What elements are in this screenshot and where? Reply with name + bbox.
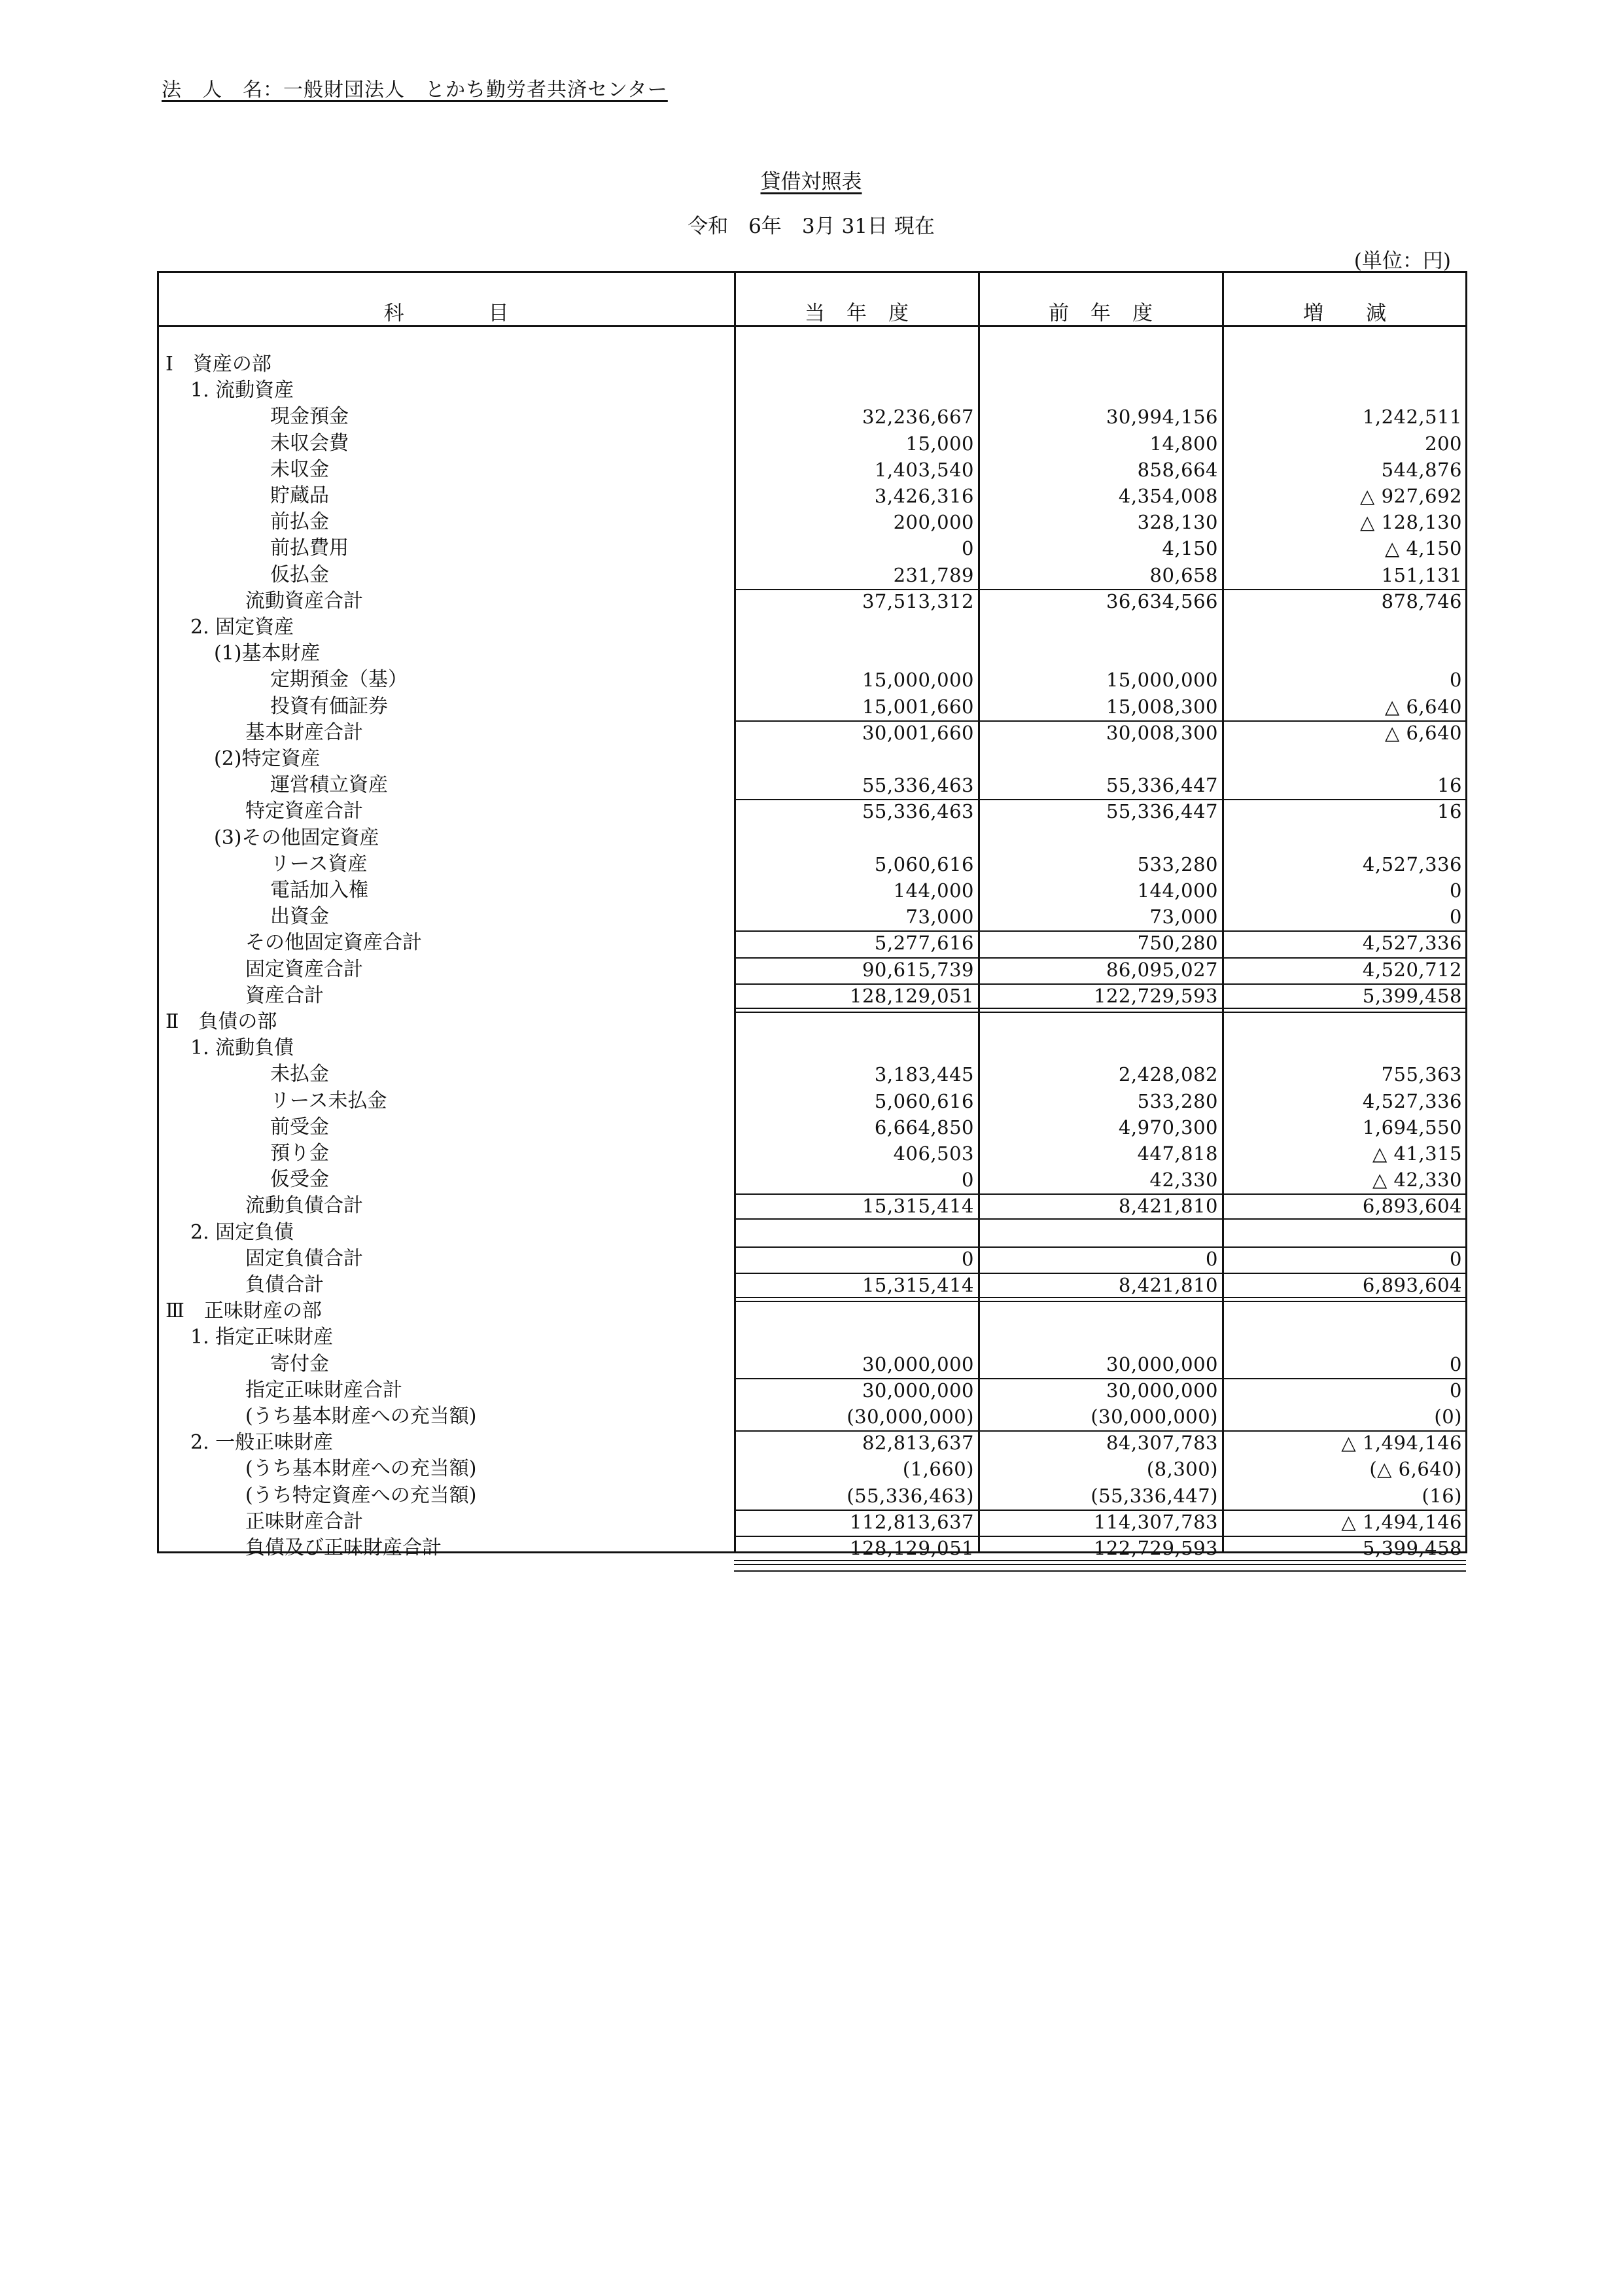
cell-diff: 0 xyxy=(1450,906,1462,928)
as-of-date: 令和 6年 3月 31日 現在 xyxy=(688,215,935,238)
cell-prev: 144,000 xyxy=(1137,879,1218,902)
row-label: 1. 指定正味財産 xyxy=(190,1326,334,1349)
cell-diff: (0) xyxy=(1434,1405,1462,1428)
cell-prev: 0 xyxy=(1206,1247,1218,1270)
row-label: 未払金 xyxy=(270,1063,329,1086)
total-rule xyxy=(734,930,978,932)
header-account: 科 目 xyxy=(383,302,510,325)
cell-prev: 14,800 xyxy=(1149,432,1218,455)
row-label: 資産合計 xyxy=(245,983,324,1007)
cell-cur: 15,315,414 xyxy=(862,1274,974,1296)
row-label: 仮払金 xyxy=(270,563,329,586)
total-rule xyxy=(978,1430,1222,1432)
cell-prev: 533,280 xyxy=(1137,853,1218,875)
cell-cur xyxy=(736,1298,974,1324)
currency-unit: (単位：円) xyxy=(1353,249,1451,273)
total-rule xyxy=(1222,1510,1466,1511)
cell-prev xyxy=(980,1009,1218,1035)
cell-cur: 144,000 xyxy=(893,879,974,902)
cell-cur: 82,813,637 xyxy=(862,1432,974,1455)
cell-diff: 0 xyxy=(1450,669,1462,692)
row-label: (うち基本財産への充当額) xyxy=(245,1457,477,1481)
cell-prev: 30,008,300 xyxy=(1106,721,1218,744)
cell-diff: 4,527,336 xyxy=(1362,1089,1462,1112)
total-rule xyxy=(734,983,978,985)
double-underline xyxy=(1222,1560,1466,1565)
row-label: (2)特定資産 xyxy=(214,747,321,770)
cell-cur xyxy=(736,1324,974,1351)
header-change: 増 減 xyxy=(1303,302,1387,325)
row-label: Ⅲ 正味財産の部 xyxy=(166,1299,322,1323)
cell-diff xyxy=(1224,641,1462,667)
cell-prev xyxy=(980,746,1218,772)
total-rule xyxy=(734,1193,978,1195)
cell-diff: 151,131 xyxy=(1381,563,1462,586)
total-rule xyxy=(978,1536,1222,1537)
row-label: 未収会費 xyxy=(270,431,349,455)
cell-cur: 0 xyxy=(962,1169,974,1192)
row-label: 基本財産合計 xyxy=(245,720,363,744)
total-rule xyxy=(1222,1246,1466,1248)
total-rule xyxy=(978,1273,1222,1274)
cell-cur: 37,513,312 xyxy=(862,590,974,612)
cell-cur: 5,060,616 xyxy=(874,1089,974,1112)
cell-prev xyxy=(980,641,1218,667)
row-label: 貯蔵品 xyxy=(270,484,329,507)
cell-diff: 1,242,511 xyxy=(1362,406,1462,429)
row-label: 2. 一般正味財産 xyxy=(190,1431,334,1455)
total-rule xyxy=(1222,1536,1466,1537)
cell-prev: (30,000,000) xyxy=(1091,1405,1218,1428)
cell-cur: 112,813,637 xyxy=(850,1510,974,1533)
cell-diff: 200 xyxy=(1425,432,1462,455)
cell-cur xyxy=(736,351,974,378)
cell-prev: 328,130 xyxy=(1137,511,1218,534)
cell-prev: 15,008,300 xyxy=(1106,695,1218,718)
row-label: その他固定資産合計 xyxy=(245,931,422,955)
row-label: 電話加入権 xyxy=(270,879,368,902)
row-label: Ⅰ 資産の部 xyxy=(166,353,271,376)
total-rule xyxy=(1222,930,1466,932)
cell-diff: △ 41,315 xyxy=(1372,1142,1462,1165)
row-label: リース資産 xyxy=(270,852,368,875)
total-rule xyxy=(734,957,978,959)
total-rule xyxy=(978,1193,1222,1195)
cell-cur: 3,183,445 xyxy=(874,1063,974,1086)
cell-prev: 73,000 xyxy=(1149,906,1218,928)
total-rule xyxy=(1222,1430,1466,1432)
cell-cur: 5,277,616 xyxy=(874,932,974,955)
cell-cur: 200,000 xyxy=(893,511,974,534)
cell-diff: 5,399,458 xyxy=(1362,984,1462,1007)
cell-prev: 15,000,000 xyxy=(1106,669,1218,692)
cell-cur xyxy=(736,746,974,772)
cell-diff xyxy=(1224,614,1462,641)
cell-prev: 84,307,783 xyxy=(1106,1432,1218,1455)
row-label: 前払費用 xyxy=(270,537,349,560)
cell-cur: 3,426,316 xyxy=(874,485,974,507)
cell-diff: 4,520,712 xyxy=(1362,958,1462,981)
total-rule xyxy=(734,1510,978,1511)
cell-prev: (55,336,447) xyxy=(1091,1484,1218,1507)
cell-cur xyxy=(736,1220,974,1246)
cell-diff: 544,876 xyxy=(1381,458,1462,481)
total-rule xyxy=(1222,1378,1466,1379)
cell-prev xyxy=(980,1220,1218,1246)
cell-prev: 4,354,008 xyxy=(1118,485,1218,507)
cell-cur: 128,129,051 xyxy=(850,984,974,1007)
cell-cur xyxy=(736,641,974,667)
row-label: 前払金 xyxy=(270,510,329,534)
cell-diff: 4,527,336 xyxy=(1362,932,1462,955)
total-rule xyxy=(978,1378,1222,1379)
cell-cur: 15,001,660 xyxy=(862,695,974,718)
cell-diff xyxy=(1224,746,1462,772)
cell-cur: 55,336,463 xyxy=(862,800,974,823)
cell-diff: (△ 6,640) xyxy=(1369,1458,1462,1481)
total-rule xyxy=(734,1273,978,1274)
cell-prev: 2,428,082 xyxy=(1118,1063,1218,1086)
cell-cur: (55,336,463) xyxy=(846,1484,974,1507)
total-rule xyxy=(1222,983,1466,985)
cell-diff xyxy=(1224,1220,1462,1246)
row-label: 未収金 xyxy=(270,457,329,481)
row-label: 流動負債合計 xyxy=(245,1194,363,1218)
cell-diff: △ 927,692 xyxy=(1360,485,1462,507)
total-rule xyxy=(734,720,978,722)
cell-prev: 55,336,447 xyxy=(1106,774,1218,797)
header-current-year: 当 年 度 xyxy=(805,302,909,325)
row-label: Ⅱ 負債の部 xyxy=(166,1010,277,1033)
cell-prev xyxy=(980,1035,1218,1061)
cell-prev: 533,280 xyxy=(1137,1089,1218,1112)
cell-prev xyxy=(980,378,1218,404)
cell-cur: 15,000 xyxy=(905,432,974,455)
row-label: 仮受金 xyxy=(270,1168,329,1192)
row-label: (うち基本財産への充当額) xyxy=(245,1405,477,1428)
row-label: 運営積立資産 xyxy=(270,773,388,797)
cell-cur: 0 xyxy=(962,537,974,560)
cell-cur: 128,129,051 xyxy=(850,1537,974,1559)
cell-diff: 16 xyxy=(1437,774,1462,797)
total-rule xyxy=(1222,799,1466,800)
cell-cur: 55,336,463 xyxy=(862,774,974,797)
cell-prev: 36,634,566 xyxy=(1106,590,1218,612)
cell-diff xyxy=(1224,1035,1462,1061)
cell-diff: 1,694,550 xyxy=(1362,1116,1462,1139)
cell-prev: 30,000,000 xyxy=(1106,1379,1218,1402)
row-label: (1)基本財産 xyxy=(214,642,321,665)
cell-prev: 122,729,593 xyxy=(1094,1537,1218,1559)
cell-cur: 15,315,414 xyxy=(862,1195,974,1218)
cell-diff xyxy=(1224,351,1462,378)
row-label: リース未払金 xyxy=(270,1089,387,1112)
cell-diff xyxy=(1224,1009,1462,1035)
row-label: (うち特定資産への充当額) xyxy=(245,1483,477,1507)
row-label: 預り金 xyxy=(270,1142,329,1165)
cell-cur: 231,789 xyxy=(893,563,974,586)
total-rule xyxy=(978,957,1222,959)
closing-rule xyxy=(978,1570,1222,1572)
cell-prev: 114,307,783 xyxy=(1094,1510,1218,1533)
cell-prev: 447,818 xyxy=(1137,1142,1218,1165)
total-rule xyxy=(978,1510,1222,1511)
cell-diff xyxy=(1224,378,1462,404)
total-rule xyxy=(734,1378,978,1379)
row-label: 寄付金 xyxy=(270,1352,329,1375)
corporation-name: 法 人 名：一般財団法人 とかち勤労者共済センター xyxy=(162,79,668,101)
cell-diff xyxy=(1224,1324,1462,1351)
cell-cur: 15,000,000 xyxy=(862,669,974,692)
cell-prev xyxy=(980,1298,1218,1324)
cell-diff: 4,527,336 xyxy=(1362,853,1462,875)
cell-prev: 42,330 xyxy=(1149,1169,1218,1192)
cell-diff: 16 xyxy=(1437,800,1462,823)
cell-cur: 30,001,660 xyxy=(862,721,974,744)
cell-diff: 5,399,458 xyxy=(1362,1537,1462,1559)
cell-diff: 878,746 xyxy=(1381,590,1462,612)
total-rule xyxy=(978,983,1222,985)
row-label: 指定正味財産合計 xyxy=(245,1378,402,1402)
cell-cur: 73,000 xyxy=(905,906,974,928)
cell-diff xyxy=(1224,1298,1462,1324)
total-rule xyxy=(734,1536,978,1537)
cell-cur xyxy=(736,1009,974,1035)
cell-prev: 30,994,156 xyxy=(1106,406,1218,429)
cell-prev: 8,421,810 xyxy=(1118,1195,1218,1218)
cell-diff: 0 xyxy=(1450,1379,1462,1402)
row-label: 固定資産合計 xyxy=(245,957,363,981)
row-label: 負債合計 xyxy=(245,1273,324,1296)
row-label: 2. 固定資産 xyxy=(190,616,294,639)
cell-diff: △ 1,494,146 xyxy=(1341,1432,1462,1455)
total-rule xyxy=(978,720,1222,722)
total-rule xyxy=(978,930,1222,932)
total-rule xyxy=(1222,1273,1466,1274)
total-rule xyxy=(978,589,1222,590)
cell-prev: 80,658 xyxy=(1149,563,1218,586)
row-label: 1. 流動資産 xyxy=(190,379,294,402)
cell-prev xyxy=(980,825,1218,851)
total-rule xyxy=(1222,589,1466,590)
row-label: 出資金 xyxy=(270,905,329,928)
cell-diff: 6,893,604 xyxy=(1362,1274,1462,1296)
closing-rule xyxy=(734,1570,978,1572)
total-rule xyxy=(734,1430,978,1432)
row-label: 2. 固定負債 xyxy=(190,1220,294,1244)
cell-cur xyxy=(736,1035,974,1061)
cell-prev: 858,664 xyxy=(1137,458,1218,481)
cell-prev: 4,970,300 xyxy=(1118,1116,1218,1139)
total-rule xyxy=(734,1246,978,1248)
cell-diff: △ 6,640 xyxy=(1384,695,1462,718)
cell-cur: (30,000,000) xyxy=(846,1405,974,1428)
cell-cur: 30,000,000 xyxy=(862,1352,974,1375)
cell-prev: 4,150 xyxy=(1162,537,1218,560)
cell-cur xyxy=(736,378,974,404)
cell-prev: 750,280 xyxy=(1137,932,1218,955)
cell-diff: 0 xyxy=(1450,879,1462,902)
cell-cur: 30,000,000 xyxy=(862,1379,974,1402)
cell-diff: 0 xyxy=(1450,1352,1462,1375)
row-label: 特定資産合計 xyxy=(245,800,363,823)
closing-rule xyxy=(1222,1570,1466,1572)
total-rule xyxy=(1222,1193,1466,1195)
cell-prev: (8,300) xyxy=(1146,1458,1218,1481)
cell-cur: 1,403,540 xyxy=(874,458,974,481)
double-underline xyxy=(978,1560,1222,1565)
balance-sheet-table xyxy=(157,271,1467,1559)
cell-cur: 5,060,616 xyxy=(874,853,974,875)
cell-cur: (1,660) xyxy=(902,1458,974,1481)
cell-prev xyxy=(980,351,1218,378)
row-label: 1. 流動負債 xyxy=(190,1036,294,1060)
cell-prev: 55,336,447 xyxy=(1106,800,1218,823)
cell-prev: 122,729,593 xyxy=(1094,984,1218,1007)
total-rule xyxy=(1222,957,1466,959)
total-rule xyxy=(734,799,978,800)
cell-diff xyxy=(1224,825,1462,851)
cell-diff: △ 6,640 xyxy=(1384,721,1462,744)
cell-diff: △ 4,150 xyxy=(1384,537,1462,560)
row-label: (3)その他固定資産 xyxy=(214,826,379,849)
document-title: 貸借対照表 xyxy=(760,170,862,194)
cell-cur: 0 xyxy=(962,1247,974,1270)
double-underline xyxy=(734,1560,978,1565)
total-rule xyxy=(978,799,1222,800)
row-label: 正味財産合計 xyxy=(245,1510,363,1533)
cell-cur: 406,503 xyxy=(893,1142,974,1165)
total-rule xyxy=(978,1246,1222,1248)
total-rule xyxy=(734,589,978,590)
row-label: 定期預金（基） xyxy=(270,668,408,692)
row-label: 負債及び正味財産合計 xyxy=(245,1536,442,1559)
cell-diff: △ 42,330 xyxy=(1372,1169,1462,1192)
cell-cur xyxy=(736,825,974,851)
cell-diff: △ 128,130 xyxy=(1360,511,1462,534)
cell-diff: (16) xyxy=(1422,1484,1462,1507)
cell-diff: △ 1,494,146 xyxy=(1341,1510,1462,1533)
row-label: 固定負債合計 xyxy=(245,1246,363,1270)
cell-prev xyxy=(980,1324,1218,1351)
total-rule xyxy=(1222,720,1466,722)
row-label: 投資有価証券 xyxy=(270,694,388,718)
cell-cur: 90,615,739 xyxy=(862,958,974,981)
cell-cur: 32,236,667 xyxy=(862,406,974,429)
cell-prev xyxy=(980,614,1218,641)
row-label: 現金預金 xyxy=(270,405,349,429)
cell-prev: 8,421,810 xyxy=(1118,1274,1218,1296)
cell-diff: 6,893,604 xyxy=(1362,1195,1462,1218)
cell-diff: 755,363 xyxy=(1381,1063,1462,1086)
row-label: 前受金 xyxy=(270,1115,329,1139)
cell-prev: 86,095,027 xyxy=(1106,958,1218,981)
cell-cur: 6,664,850 xyxy=(874,1116,974,1139)
cell-cur xyxy=(736,614,974,641)
cell-prev: 30,000,000 xyxy=(1106,1352,1218,1375)
header-previous-year: 前 年 度 xyxy=(1049,302,1153,325)
cell-diff: 0 xyxy=(1450,1247,1462,1270)
row-label: 流動資産合計 xyxy=(245,589,363,612)
